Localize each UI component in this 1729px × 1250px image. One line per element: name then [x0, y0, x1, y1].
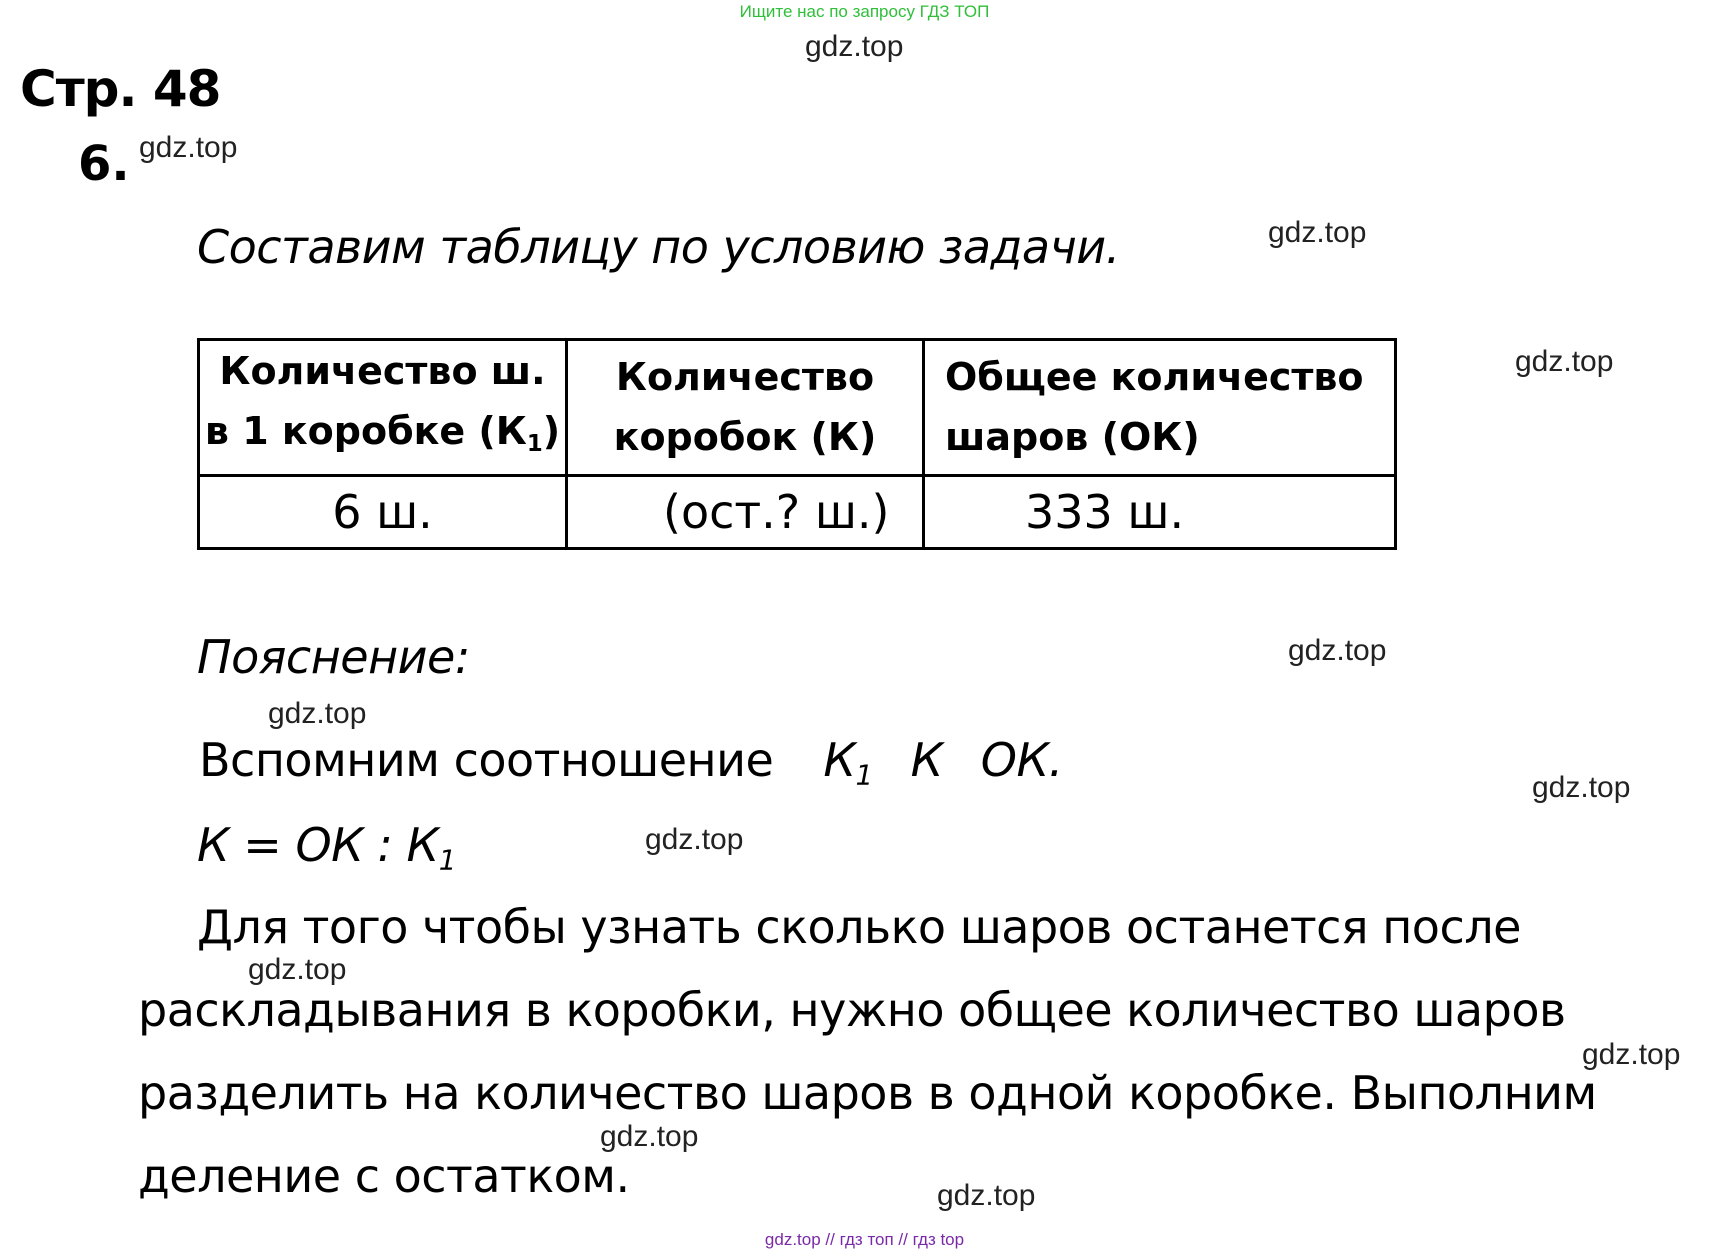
table-header-cell: [199, 340, 567, 476]
watermark: gdz.top: [268, 697, 367, 730]
watermark: gdz.top: [1268, 216, 1367, 249]
task-number: 6.: [78, 136, 130, 192]
footer: gdz.top // гдз топ // гдз top: [764, 1230, 965, 1249]
header-line: в 1 коробке (К: [204, 409, 527, 453]
formula: [197, 818, 456, 876]
header-line: шаров (ОК): [945, 415, 1200, 460]
watermark: gdz.top: [1515, 345, 1614, 378]
top-banner: Ищите нас по запросу ГДЗ ТОП: [739, 2, 990, 21]
table-header-cell: [567, 340, 924, 476]
table-row: [199, 475, 1396, 548]
table-header-row: [199, 340, 1396, 476]
header-line: Количество: [615, 355, 875, 400]
watermark: gdz.top: [1582, 1038, 1681, 1071]
table-cell: 333 ш.: [924, 475, 1396, 548]
subscript: 1: [438, 843, 456, 877]
header-line: коробок (К): [613, 415, 877, 460]
paragraph-line: деление с остатком.: [138, 1149, 630, 1203]
table-cell: (ост.? ш.): [567, 475, 924, 548]
watermark: gdz.top: [1288, 634, 1387, 667]
k-symbol: К: [910, 733, 943, 787]
relation-line: [199, 733, 1063, 791]
ok-symbol: ОК.: [980, 733, 1063, 787]
formula-text: К = ОК : К: [197, 818, 439, 872]
header-line: Количество ш.: [219, 349, 546, 393]
watermark: gdz.top: [1532, 771, 1631, 804]
watermark: gdz.top: [805, 30, 904, 63]
page-title: Стр. 48: [20, 60, 221, 118]
table-header-cell: [924, 340, 1396, 476]
condition-table: [197, 338, 1397, 550]
relation-text: Вспомним соотношение: [199, 733, 774, 787]
watermark: gdz.top: [248, 953, 347, 986]
paragraph-line: Для того чтобы узнать сколько шаров останется после: [197, 900, 1521, 954]
paragraph-line: разделить на количество шаров в одной коробке. Выполним: [138, 1066, 1597, 1120]
watermark: gdz.top: [937, 1179, 1036, 1212]
k1-symbol: $К_1$: [823, 733, 873, 792]
header-line: ): [542, 409, 561, 453]
explanation-heading: Пояснение:: [197, 630, 470, 684]
watermark: gdz.top: [645, 823, 744, 856]
paragraph-line: раскладывания в коробки, нужно общее количество шаров: [138, 983, 1566, 1037]
watermark: gdz.top: [600, 1120, 699, 1153]
header-line: Общее количество: [945, 355, 1364, 400]
intro-text: Составим таблицу по условию задачи.: [197, 220, 1120, 274]
subscript: 1: [526, 430, 543, 457]
watermark: gdz.top: [139, 131, 238, 164]
table-cell: 6 ш.: [199, 475, 567, 548]
